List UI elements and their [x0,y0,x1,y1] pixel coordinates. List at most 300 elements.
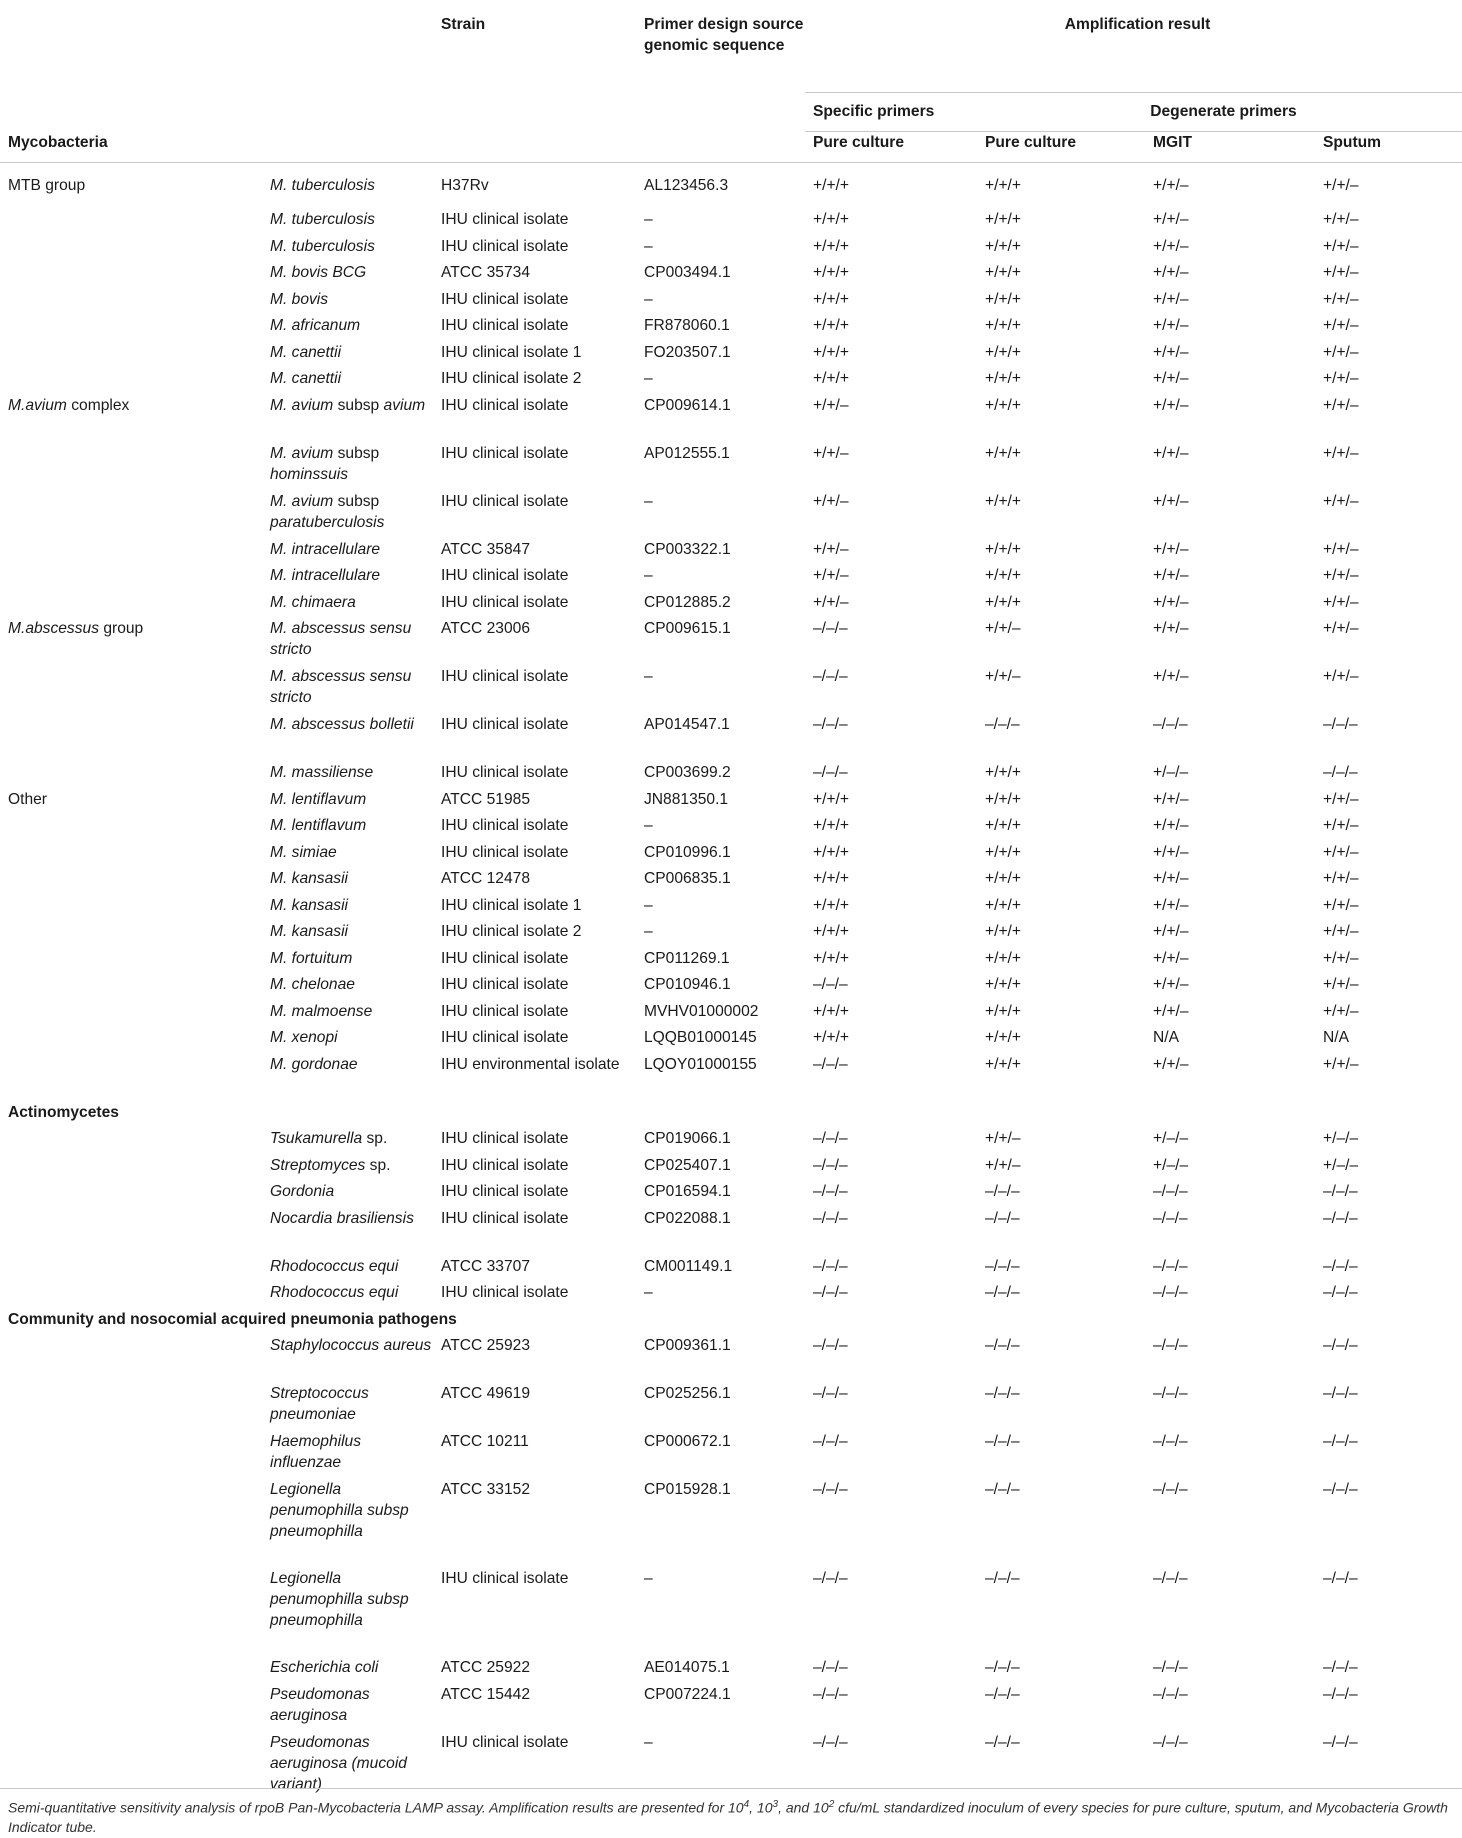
caption-sup-3: 2 [828,1799,835,1810]
source-cell: CP009614.1 [644,396,731,414]
source-cell: CP009361.1 [644,1337,731,1354]
species-cell: Nocardia brasiliensis [270,1209,414,1227]
sputum-cell: –/–/– [1323,1659,1358,1676]
degenerate-pure-culture-cell: +/+/+ [985,567,1021,584]
sputum-cell: –/–/– [1323,1481,1358,1498]
header-empty-3 [0,93,262,132]
source-cell: CP015928.1 [644,1481,731,1498]
degenerate-pure-culture-cell: +/+/+ [985,177,1021,194]
table-row [0,618,1462,666]
degenerate-pure-culture-cell: +/+/– [985,620,1021,637]
sputum-cell: –/–/– [1323,1433,1358,1450]
strain-cell: IHU clinical isolate [441,843,569,861]
species-cell: M. bovis [270,290,329,308]
header-empty-1 [0,4,262,93]
specific-pure-culture-cell: +/+/+ [813,896,849,914]
source-cell: FO203507.1 [644,343,731,361]
strain-cell: IHU clinical isolate [441,1570,569,1587]
source-cell: CP025407.1 [644,1156,731,1174]
mgit-cell: +/+/– [1153,896,1189,914]
group-cell [0,443,262,491]
specific-pure-culture-cell: –/–/– [813,620,848,637]
sputum-cell: +/+/– [1323,444,1359,462]
sputum-cell: +/+/– [1323,620,1359,637]
strain-cell: ATCC 15442 [441,1685,530,1703]
degenerate-pure-culture-cell: +/+/– [985,668,1021,685]
specific-pure-culture-cell: +/+/– [813,567,849,584]
table-row [0,895,1462,922]
group-cell: Other [8,790,47,808]
degenerate-pure-culture-cell: +/+/– [985,1156,1021,1174]
mgit-cell: –/–/– [1153,1209,1188,1227]
species-cell: M. abscessus sensu stricto [270,668,412,706]
source-cell: AP012555.1 [644,444,730,462]
degenerate-pure-culture-cell: –/–/– [985,1183,1020,1200]
degenerate-pure-culture-cell: +/+/+ [985,290,1021,308]
sputum-cell: +/+/– [1323,923,1359,940]
specific-pure-culture-cell: –/–/– [813,1183,848,1200]
species-cell [262,443,433,491]
specific-pure-culture-cell: +/+/+ [813,843,849,861]
species-cell: M. intracellulare [270,567,381,584]
mgit-cell: –/–/– [1153,1733,1188,1751]
degenerate-pure-culture-cell: +/+/+ [985,396,1021,414]
table-row [0,842,1462,869]
header-mgit: MGIT [1145,132,1315,163]
section-heading: Community and nosocomial acquired pneumonia pathogens [8,1310,457,1328]
species-cell: Legionella penumophilla subsp pneumophilla [270,1481,409,1540]
species-cell: M. tuberculosis [270,211,375,228]
group-cell [0,842,262,869]
sputum-cell: +/+/– [1323,1002,1359,1020]
mgit-cell: +/+/– [1153,1002,1189,1020]
header-empty-8 [433,132,636,163]
table-row [0,1335,1462,1383]
specific-pure-culture-cell: –/–/– [813,716,848,733]
specific-pure-culture-cell: +/+/+ [813,317,849,334]
group-cell [0,974,262,1001]
specific-pure-culture-cell: +/+/– [813,492,849,510]
specific-pure-culture-cell: –/–/– [813,1685,848,1703]
group-cell [0,368,262,395]
source-cell: CP000672.1 [644,1433,731,1450]
sputum-cell: –/–/– [1323,1733,1358,1751]
strain-cell: IHU clinical isolate [441,764,569,781]
mgit-cell: +/+/– [1153,593,1189,611]
group-cell: MTB group [8,177,86,194]
species-cell [262,1128,433,1155]
source-cell: CP016594.1 [644,1183,731,1200]
degenerate-pure-culture-cell: +/+/+ [985,237,1021,255]
strain-cell: IHU clinical isolate [441,976,569,993]
species-cell: M. fortuitum [270,949,353,967]
species-name-part: subsp [333,396,384,414]
section-heading: Actinomycetes [8,1103,119,1121]
sputum-cell: +/+/– [1323,290,1359,308]
species-cell: M. tuberculosis [270,177,375,194]
group-cell [0,666,262,714]
species-cell [262,1155,433,1182]
strain-cell: H37Rv [441,177,489,194]
mgit-cell: +/+/– [1153,290,1189,308]
source-cell: – [644,668,653,685]
source-cell: JN881350.1 [644,790,729,808]
specific-pure-culture-cell: –/–/– [813,1257,848,1275]
mgit-cell: +/+/– [1153,817,1189,834]
strain-cell: ATCC 10211 [441,1433,529,1450]
strain-cell: IHU clinical isolate [441,237,569,255]
caption-text-3: , and 10 [778,1799,829,1816]
table-row [0,342,1462,369]
species-name-part: sp. [362,1130,388,1147]
specific-pure-culture-cell: –/–/– [813,1337,848,1354]
mgit-cell: +/+/– [1153,444,1189,462]
species-cell: Streptococcus pneumoniae [270,1385,369,1423]
source-cell: CP003494.1 [644,264,731,281]
strain-cell: IHU clinical isolate [441,1183,569,1200]
degenerate-pure-culture-cell: +/+/+ [985,1029,1021,1046]
strain-cell: IHU clinical isolate [441,1130,569,1147]
sputum-cell: +/+/– [1323,668,1359,685]
degenerate-pure-culture-cell: +/+/+ [985,444,1021,462]
group-cell [0,395,262,443]
strain-cell: IHU clinical isolate [441,1733,569,1751]
strain-cell: IHU clinical isolate 1 [441,343,582,361]
species-cell: Rhodococcus equi [270,1284,399,1301]
group-cell [0,1208,262,1256]
table-row [0,1479,1462,1568]
group-cell [0,1155,262,1182]
source-cell: AP014547.1 [644,716,730,733]
table-row [0,1431,1462,1479]
mgit-cell: +/–/– [1153,1130,1189,1147]
group-cell [0,895,262,922]
strain-cell: IHU clinical isolate [441,492,569,510]
species-cell [262,395,433,443]
specific-pure-culture-cell: –/–/– [813,1209,848,1227]
sputum-cell: –/–/– [1323,1257,1358,1275]
species-cell: M. kansasii [270,870,348,887]
degenerate-pure-culture-cell: –/–/– [985,716,1020,733]
mgit-cell: +/+/– [1153,492,1189,510]
species-cell: Pseudomonas aeruginosa [270,1685,370,1724]
strain-cell: IHU clinical isolate [441,949,569,967]
group-cell [0,592,262,619]
specific-pure-culture-cell: +/+/+ [813,1002,849,1020]
mgit-cell: –/–/– [1153,716,1188,733]
sputum-cell: –/–/– [1323,1209,1358,1227]
species-cell: Staphylococcus aureus [270,1337,432,1354]
sputum-cell: +/+/– [1323,870,1359,887]
species-cell: Gordonia [270,1183,335,1200]
specific-pure-culture-cell: –/–/– [813,1055,848,1073]
sputum-cell: +/+/– [1323,540,1359,558]
caption-text-2: , 10 [749,1799,773,1816]
table-row [0,815,1462,842]
strain-cell: IHU clinical isolate 2 [441,923,582,940]
specific-pure-culture-cell: –/–/– [813,1733,848,1751]
group-name-italic: M.abscessus [8,620,99,637]
table-row [0,592,1462,619]
species-name-part: M. avium [270,396,334,414]
species-cell: M. gordonae [270,1055,358,1073]
species-cell: M. simiae [270,843,337,861]
table-row [0,1282,1462,1309]
group-cell [0,948,262,975]
group-cell [0,1054,262,1102]
sputum-cell: +/+/– [1323,343,1359,361]
strain-cell: IHU clinical isolate [441,1029,569,1046]
mgit-cell: +/+/– [1153,177,1189,194]
degenerate-pure-culture-cell: –/–/– [985,1481,1020,1498]
degenerate-pure-culture-cell: +/+/+ [985,817,1021,834]
strain-cell: ATCC 51985 [441,790,530,808]
sputum-cell: +/+/– [1323,976,1359,993]
specific-pure-culture-cell: +/+/+ [813,949,849,967]
degenerate-pure-culture-cell: –/–/– [985,1659,1020,1676]
strain-cell: IHU clinical isolate [441,668,569,685]
strain-cell: ATCC 49619 [441,1385,530,1402]
sputum-cell: –/–/– [1323,1570,1358,1587]
specific-pure-culture-cell: +/+/+ [813,264,849,281]
group-cell [0,1256,262,1283]
degenerate-pure-culture-cell: –/–/– [985,1733,1020,1751]
caption-text-4: cfu/mL standardized inoculum of every species for pure culture, sputum, and Mycobacteria Growth Indicator tube. [8,1799,1448,1835]
group-cell [0,762,262,789]
strain-cell: IHU clinical isolate [441,290,569,308]
header-degenerate-primers: Degenerate primers [977,93,1462,132]
species-cell: M. kansasii [270,923,348,940]
mgit-cell: +/+/– [1153,976,1189,993]
group-cell [0,491,262,539]
results-table [0,4,1462,1802]
source-cell: – [644,1733,653,1751]
specific-pure-culture-cell: –/–/– [813,1659,848,1676]
specific-pure-culture-cell: +/+/– [813,444,849,462]
source-cell: CP009615.1 [644,620,731,637]
specific-pure-culture-cell: –/–/– [813,976,848,993]
table-row [0,868,1462,895]
sputum-cell: +/+/– [1323,1055,1359,1073]
mgit-cell: +/+/– [1153,396,1189,414]
degenerate-pure-culture-cell: +/+/+ [985,492,1021,510]
group-cell [0,1282,262,1309]
table-row [0,1383,1462,1431]
table-row [0,974,1462,1001]
degenerate-pure-culture-cell: –/–/– [985,1257,1020,1275]
specific-pure-culture-cell: +/+/– [813,593,849,611]
strain-cell: IHU clinical isolate [441,1156,569,1174]
table-row [0,163,1462,210]
header-empty-5 [433,93,636,132]
species-name-part: avium [383,396,426,414]
specific-pure-culture-cell: +/+/+ [813,923,849,940]
source-cell: CP003322.1 [644,540,731,558]
table-row [0,236,1462,263]
sputum-cell: –/–/– [1323,716,1358,733]
species-cell [262,491,433,539]
table-row [0,1181,1462,1208]
degenerate-pure-culture-cell: +/+/+ [985,264,1021,281]
species-cell: M. abscessus sensu stricto [270,620,412,658]
group-cell [0,1684,262,1732]
degenerate-pure-culture-cell: +/+/+ [985,896,1021,914]
species-cell: M. lentiflavum [270,790,367,808]
mgit-cell: +/+/– [1153,237,1189,255]
degenerate-pure-culture-cell: +/+/+ [985,1055,1021,1073]
strain-cell: ATCC 35734 [441,264,530,281]
degenerate-pure-culture-cell: –/–/– [985,1284,1020,1301]
table-row [0,789,1462,816]
table-row [0,714,1462,762]
strain-cell: IHU clinical isolate [441,444,569,462]
header-empty-4 [262,93,433,132]
table-row [0,921,1462,948]
strain-cell: IHU clinical isolate 2 [441,370,582,387]
table-row [0,1256,1462,1283]
group-cell [0,714,262,762]
group-name-rest: complex [66,396,130,414]
degenerate-pure-culture-cell: +/+/+ [985,949,1021,967]
degenerate-pure-culture-cell: +/+/+ [985,343,1021,361]
table-row [0,1128,1462,1155]
section-row [0,1309,1462,1336]
strain-cell: IHU clinical isolate [441,593,569,611]
source-cell: – [644,1570,653,1587]
strain-cell: IHU clinical isolate [441,716,569,733]
group-cell [0,921,262,948]
species-cell: M. canettii [270,370,342,387]
mgit-cell: +/+/– [1153,370,1189,387]
specific-pure-culture-cell: +/+/– [813,540,849,558]
degenerate-pure-culture-cell: +/+/+ [985,764,1021,781]
strain-cell: IHU clinical isolate [441,1284,569,1301]
group-cell [0,1128,262,1155]
group-cell [0,1568,262,1657]
source-cell: AE014075.1 [644,1659,730,1676]
source-cell: CP003699.2 [644,764,731,781]
source-cell: CP011269.1 [644,949,730,967]
mgit-cell: N/A [1153,1029,1179,1046]
source-cell: CM001149.1 [644,1257,733,1275]
section-row [0,1102,1462,1129]
table-row [0,1054,1462,1102]
mgit-cell: –/–/– [1153,1284,1188,1301]
species-cell: M. abscessus bolletii [270,716,414,733]
species-cell: M. malmoense [270,1002,373,1020]
strain-cell: ATCC 35847 [441,540,530,558]
species-cell: M. canettii [270,343,342,361]
group-name-italic: M.avium [8,396,67,414]
specific-pure-culture-cell: –/–/– [813,1156,848,1174]
specific-pure-culture-cell: +/+/+ [813,343,849,361]
degenerate-pure-culture-cell: +/+/+ [985,870,1021,887]
table-row [0,1155,1462,1182]
header-pure-culture-degenerate: Pure culture [977,132,1145,163]
species-cell: Pseudomonas aeruginosa (mucoid variant) [270,1733,407,1793]
strain-cell: ATCC 12478 [441,870,530,887]
species-name-part: paratuberculosis [270,513,385,531]
mgit-cell: +/+/– [1153,949,1189,967]
specific-pure-culture-cell: –/–/– [813,764,848,781]
strain-cell: IHU clinical isolate [441,567,569,584]
source-cell: FR878060.1 [644,317,730,334]
species-cell: Legionella penumophilla subsp pneumophilla [270,1570,409,1629]
source-cell: CP019066.1 [644,1130,731,1147]
source-cell: – [644,817,653,834]
source-cell: CP007224.1 [644,1685,731,1703]
mgit-cell: –/–/– [1153,1481,1188,1498]
caption-block [0,1788,1462,1837]
source-cell: – [644,923,653,940]
sputum-cell: +/+/– [1323,237,1359,255]
source-cell: CP010946.1 [644,976,731,993]
strain-cell: IHU environmental isolate [441,1055,620,1073]
sputum-cell: –/–/– [1323,1337,1358,1354]
species-cell: M. lentiflavum [270,817,367,834]
strain-cell: ATCC 23006 [441,620,530,637]
mgit-cell: +/+/– [1153,870,1189,887]
sputum-cell: +/+/– [1323,396,1359,414]
group-cell [0,315,262,342]
specific-pure-culture-cell: –/–/– [813,1385,848,1402]
source-cell: MVHV01000002 [644,1002,759,1020]
specific-pure-culture-cell: +/+/+ [813,290,849,308]
source-cell: – [644,492,653,510]
sputum-cell: +/+/– [1323,949,1359,967]
degenerate-pure-culture-cell: +/+/+ [985,370,1021,387]
species-name-part: sp. [365,1156,391,1174]
group-cell [0,289,262,316]
sputum-cell: –/–/– [1323,1183,1358,1200]
group-cell [0,342,262,369]
table-row [0,289,1462,316]
strain-cell: ATCC 25923 [441,1337,530,1354]
sputum-cell: +/–/– [1323,1156,1359,1174]
degenerate-pure-culture-cell: +/+/+ [985,976,1021,993]
mgit-cell: +/–/– [1153,1156,1189,1174]
strain-cell: IHU clinical isolate [441,1209,569,1227]
table-row [0,666,1462,714]
source-cell: – [644,896,653,914]
strain-cell: IHU clinical isolate [441,211,569,228]
degenerate-pure-culture-cell: +/+/+ [985,211,1021,228]
header-pure-culture-specific: Pure culture [805,132,977,163]
group-cell [0,1027,262,1054]
sputum-cell: N/A [1323,1029,1349,1046]
table-caption [8,1795,1454,1837]
table-row [0,565,1462,592]
specific-pure-culture-cell: –/–/– [813,668,848,685]
group-cell [0,868,262,895]
table-row [0,315,1462,342]
species-name-part: Tsukamurella [270,1130,363,1147]
degenerate-pure-culture-cell: +/+/+ [985,317,1021,334]
sputum-cell: +/+/– [1323,817,1359,834]
specific-pure-culture-cell: +/+/+ [813,370,849,387]
degenerate-pure-culture-cell: –/–/– [985,1570,1020,1587]
mgit-cell: +/+/– [1153,843,1189,861]
specific-pure-culture-cell: –/–/– [813,1481,848,1498]
mgit-cell: +/–/– [1153,764,1189,781]
table-row [0,1684,1462,1732]
group-name-rest: group [99,620,144,637]
group-cell [0,618,262,666]
degenerate-pure-culture-cell: –/–/– [985,1209,1020,1227]
degenerate-pure-culture-cell: –/–/– [985,1433,1020,1450]
group-cell [0,1001,262,1028]
degenerate-pure-culture-cell: +/+/+ [985,540,1021,558]
